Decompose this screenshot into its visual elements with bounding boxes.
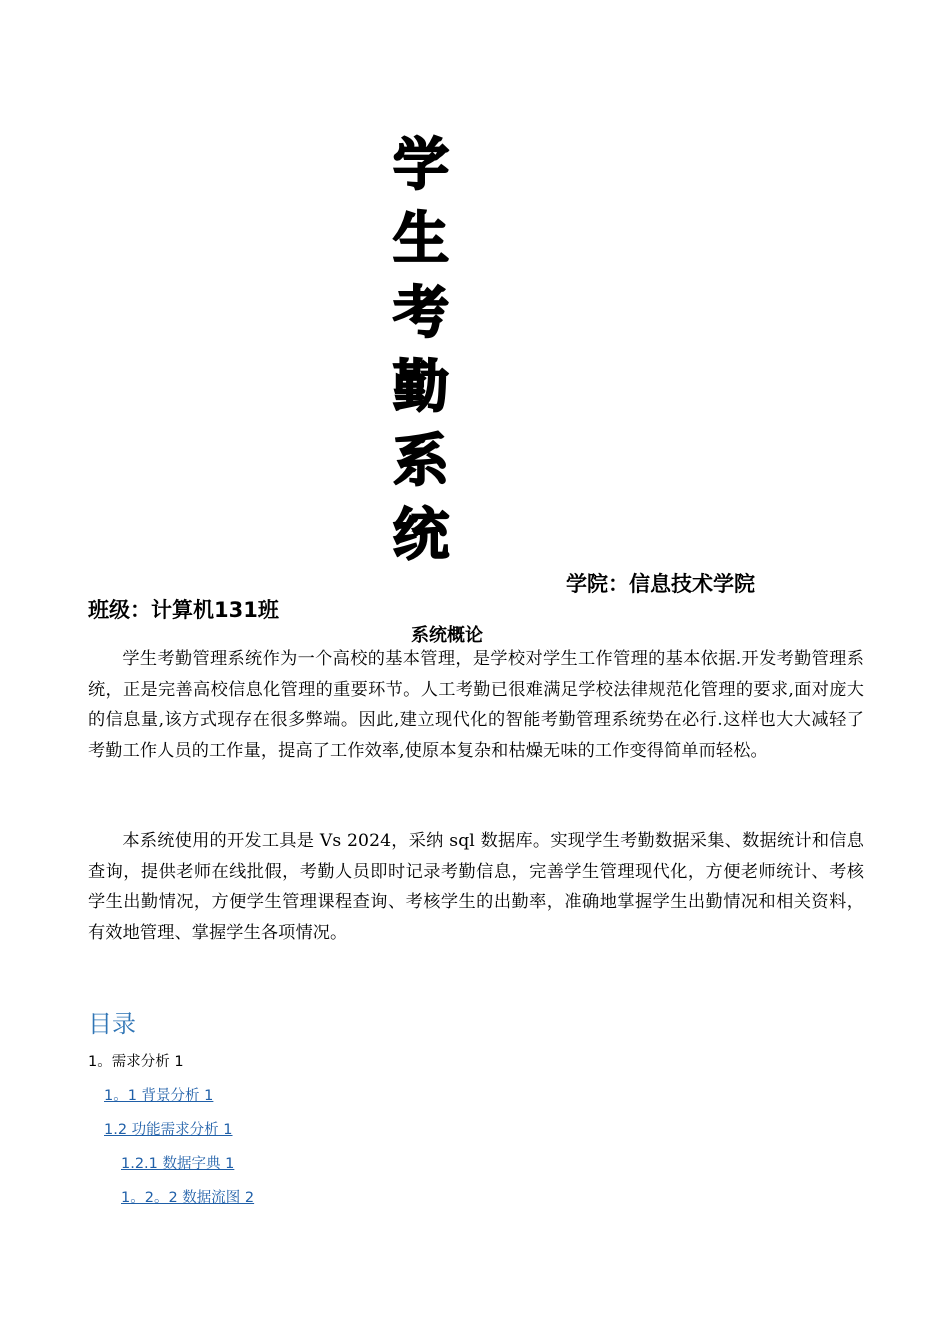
paragraph: 本系统使用的开发工具是 Vs 2024，采纳 sql 数据库。实现学生考勤数据采集、数据统计和信息查询，提供老师在线批假，考勤人员即时记录考勤信息，完善学生管理现代化，方便老师统计、考核学生出勤情况，方便学生管理课程查询、考核学生的出勤率，准确地掌握学生出勤情况和相关资料，有效地管理、掌握学生各项情况。 <box>88 831 864 943</box>
toc-link[interactable]: 1。1 背景分析 1 <box>104 1088 214 1104</box>
toc-item[interactable] <box>121 1186 254 1207</box>
title-char: 生 <box>393 207 449 272</box>
class-line: 班级：计算机131班 <box>88 598 279 622</box>
paragraph: 学生考勤管理系统作为一个高校的基本管理，是学校对学生工作管理的基本依据.开发考勤管理系统，正是完善高校信息化管理的重要环节。人工考勤已很难满足学校法律规范化管理的要求,面对庞大的信息量,该方式现存在很多弊端。因此,建立现代化的智能考勤管理系统势在必行.这样也大大减轻了考勤工作人员的工作量，提高了工作效率,使原本复杂和枯燥无味的工作变得简单而轻松。 <box>88 649 864 761</box>
toc-link[interactable]: 1.2 功能需求分析 1 <box>104 1122 233 1138</box>
toc-item-label: 1。需求分析 1 <box>88 1054 184 1070</box>
toc-item[interactable] <box>121 1152 234 1173</box>
title-char: 学 <box>393 133 449 198</box>
toc-title: 目录 <box>88 1010 136 1038</box>
title-char: 考 <box>393 281 449 346</box>
toc-item[interactable] <box>104 1118 233 1139</box>
toc-item <box>88 1050 184 1071</box>
toc-item[interactable] <box>104 1084 213 1105</box>
college-line: 学院：信息技术学院 <box>566 572 755 596</box>
section-heading-text: 系统概论 <box>411 625 483 646</box>
toc-link[interactable]: 1.2.1 数据字典 1 <box>121 1156 235 1172</box>
title-char: 统 <box>393 503 449 568</box>
title-char: 勤 <box>393 355 449 420</box>
toc-link[interactable]: 1。2。2 数据流图 2 <box>121 1190 255 1206</box>
title-char: 系 <box>393 429 449 494</box>
